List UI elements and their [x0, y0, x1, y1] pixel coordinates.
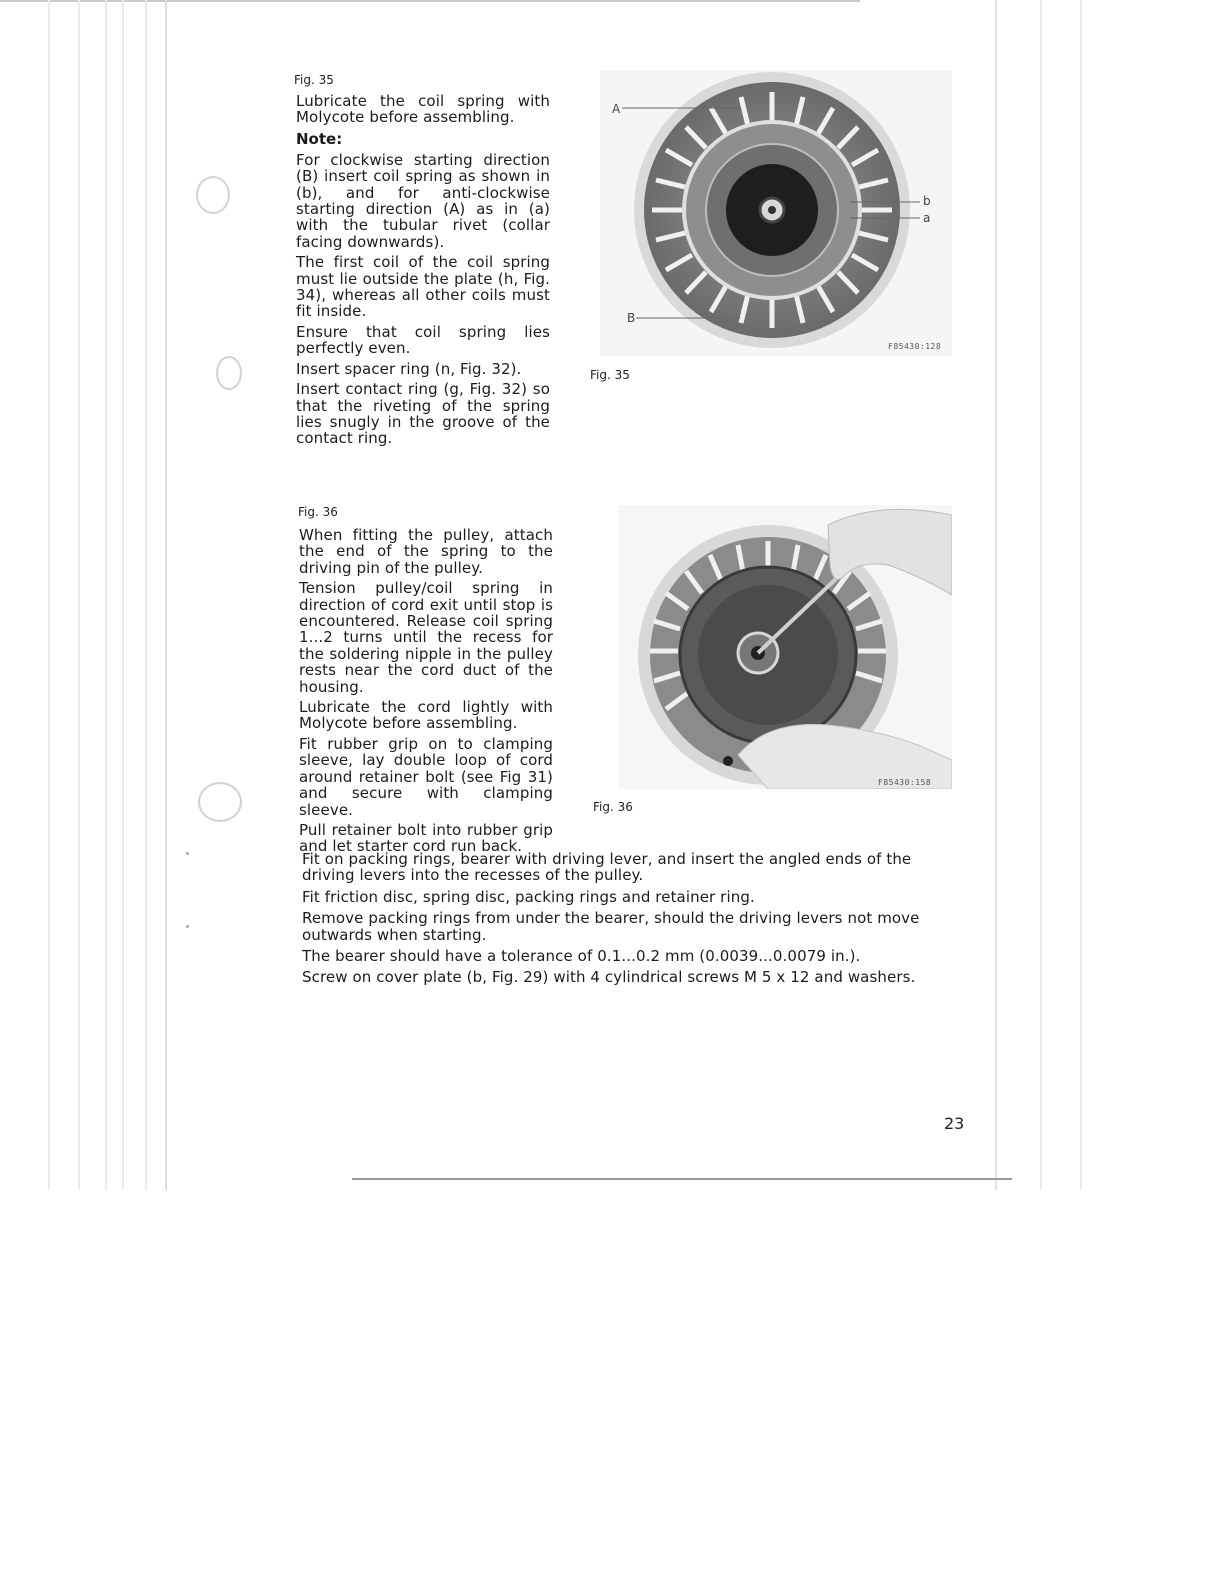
binder-hole: [196, 176, 230, 214]
callout-label-A: A: [612, 102, 621, 116]
figure35-caption: Fig. 35: [590, 368, 630, 382]
full-paragraph: Remove packing rings from under the bearer, should the driving levers not move outwards when starting.: [302, 909, 920, 944]
fig35-paragraph: Lubricate the coil spring with Molycote before assembling.: [296, 92, 550, 127]
scan-streak: [122, 0, 124, 1190]
fig36-paragraph: Pull retainer bolt into rubber grip and let starter cord run back.: [299, 820, 553, 856]
figure35-photo-code: F85430:128: [888, 342, 942, 351]
scan-streak: [995, 0, 997, 1190]
fig35-paragraph: Insert contact ring (g, Fig. 32) so that the riveting of the spring lies snugly in the groove of the contact ring.: [296, 380, 550, 448]
callout-label-B: B: [627, 311, 636, 325]
binder-hole: [198, 782, 242, 822]
figure36-photo: [618, 505, 952, 789]
scan-streak: [165, 0, 167, 1190]
scan-streak: [145, 0, 147, 1190]
scan-speck: [186, 925, 189, 928]
scan-speck: [186, 852, 189, 855]
pulley-fitting-illustration: [618, 505, 952, 789]
fig36-paragraph: Lubricate the cord lightly with Molycote before assembling.: [299, 698, 553, 733]
scan-top-edge: [0, 0, 860, 2]
scan-streak: [78, 0, 80, 1190]
note-label: Note:: [296, 129, 343, 148]
binder-hole: [216, 356, 242, 390]
fig36-text-column: [299, 527, 553, 859]
fig36-heading: Fig. 36: [298, 505, 338, 519]
fig35-heading: Fig. 35: [294, 73, 334, 87]
full-paragraph: The bearer should have a tolerance of 0.1...0.2 mm (0.0039...0.0079 in.).: [302, 947, 861, 966]
figure35-photo: [600, 70, 952, 356]
callout-label-a: a: [923, 211, 931, 225]
scan-streak: [48, 0, 50, 1190]
scan-streak: [1080, 0, 1082, 1190]
fig35-paragraph: For clockwise starting direction (B) insert coil spring as shown in (b), and for anti-clockwise starting direction (A) as in (a) with the tubular rivet (collar facing downwards).: [296, 150, 550, 251]
fig36-paragraph: When fitting the pulley, attach the end of the spring to the driving pin of the pulley.: [299, 526, 553, 577]
fig35-paragraph: Insert spacer ring (n, Fig. 32).: [296, 359, 522, 378]
page-number: 23: [944, 1114, 965, 1133]
fig35-paragraph: Ensure that coil spring lies perfectly even.: [296, 322, 550, 358]
fig36-paragraph: Fit rubber grip on to clamping sleeve, lay double loop of cord around retainer bolt (see Fig 31) and secure with clamping sleeve.: [299, 734, 553, 819]
full-paragraph: Fit friction disc, spring disc, packing rings and retainer ring.: [302, 887, 755, 906]
scan-streak: [105, 0, 107, 1190]
fig35-text-column: [296, 93, 550, 451]
full-paragraph: Screw on cover plate (b, Fig. 29) with 4 cylindrical screws M 5 x 12 and washers.: [302, 968, 916, 987]
figure36-caption: Fig. 36: [593, 800, 633, 814]
full-paragraph: Fit on packing rings, bearer with driving lever, and insert the angled ends of the driving levers into the recesses of the pulley.: [302, 850, 912, 885]
scan-streak: [1040, 0, 1042, 1190]
coil-spring-housing-illustration: [600, 70, 952, 356]
bottom-rule: [352, 1178, 1012, 1180]
fig36-paragraph: Tension pulley/coil spring in direction of cord exit until stop is encountered. Release coil spring 1...2 turns until the recess for the soldering nipple in the pulley rests near the cord duct of the housing.: [299, 579, 553, 696]
fig35-paragraph: The first coil of the coil spring must lie outside the plate (h, Fig. 34), whereas all other coils must fit inside.: [296, 253, 550, 321]
full-width-text: [302, 851, 964, 990]
figure36-photo-code: F85430:158: [878, 778, 932, 787]
callout-label-b: b: [923, 194, 931, 208]
